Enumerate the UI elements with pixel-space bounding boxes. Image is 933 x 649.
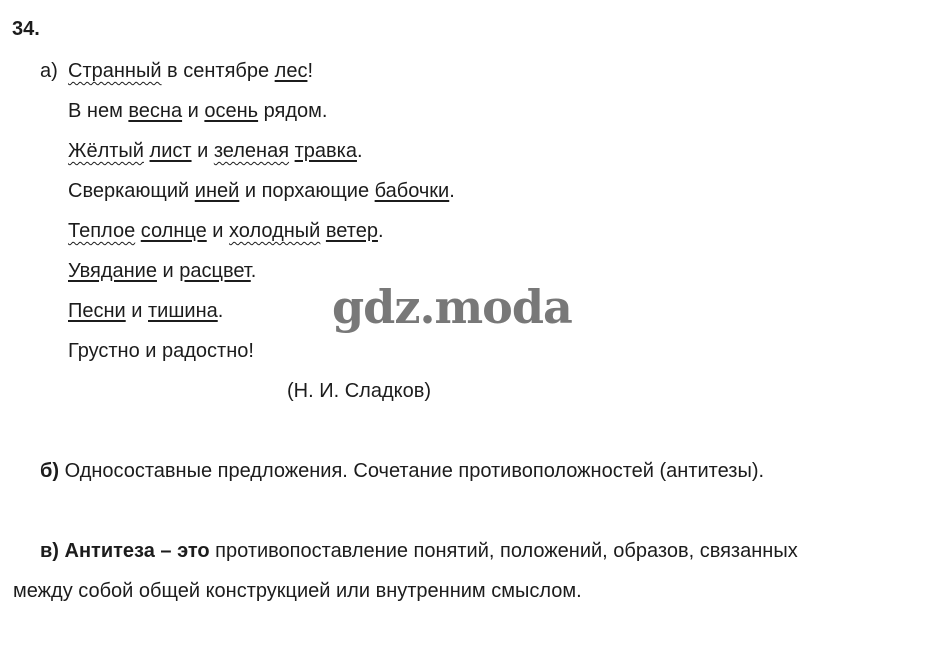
wavy-underlined-word: холодный: [229, 220, 321, 242]
underlined-word: ветер: [325, 220, 378, 242]
wavy-underlined-word: Жёлтый: [68, 140, 144, 162]
poem-line: [68, 178, 455, 204]
underlined-word: осень: [204, 100, 259, 122]
underlined-word: бабочки: [374, 180, 450, 202]
underlined-word: весна: [128, 100, 183, 122]
part-b-label: б): [40, 460, 60, 482]
part-b: [40, 458, 764, 484]
underlined-word: лес: [274, 60, 308, 82]
underlined-word: расцвет: [179, 260, 251, 282]
poem-line: [68, 98, 327, 124]
watermark: gdz.moda: [332, 280, 572, 334]
part-c-term: Антитеза – это: [58, 540, 210, 562]
wavy-underlined-word: зеленая: [213, 140, 290, 162]
poem-line: [68, 338, 254, 364]
poem-author: (Н. И. Сладков): [287, 380, 431, 402]
part-b-text: Односоставные предложения. Сочетание противоположностей (антитезы).: [59, 460, 765, 482]
poem-line: [68, 218, 384, 244]
text-segment: и: [125, 300, 149, 322]
underlined-word: лист: [149, 140, 192, 162]
wavy-underlined-word: Теплое: [68, 220, 136, 242]
underlined-word: Песни: [68, 300, 126, 322]
text-segment: В нем: [68, 100, 129, 122]
underlined-word: солнце: [140, 220, 207, 242]
underlined-word: травка: [294, 140, 357, 162]
text-segment: Грустно и радостно!: [68, 340, 254, 362]
part-c-label: в): [40, 540, 59, 562]
text-segment: Сверкающий: [68, 180, 195, 202]
text-segment: рядом.: [258, 100, 328, 122]
underlined-word: тишина: [148, 300, 218, 322]
text-segment: и: [191, 140, 214, 162]
text-segment: .: [449, 180, 455, 202]
poem-line: [68, 138, 363, 164]
underlined-word: иней: [194, 180, 240, 202]
text-segment: .: [250, 260, 257, 282]
text-segment: !: [307, 60, 314, 82]
text-segment: и порхающие: [239, 180, 375, 202]
text-segment: .: [217, 300, 224, 322]
text-segment: и: [182, 100, 205, 122]
text-segment: .: [377, 220, 384, 242]
wavy-underlined-word: Странный: [68, 60, 162, 82]
text-segment: и: [206, 220, 230, 242]
poem-line: [68, 258, 256, 284]
text-segment: и: [156, 260, 180, 282]
poem-line: [68, 58, 313, 84]
exercise-number: 34.: [12, 18, 40, 40]
part-c-line-2: между собой общей конструкцией или внутренним смыслом.: [13, 580, 582, 602]
part-c-line-1: [40, 538, 798, 564]
poem-line: [68, 298, 223, 324]
part-c-text-1: противопоставление понятий, положений, образов, связанных: [209, 540, 798, 562]
text-segment: .: [356, 140, 363, 162]
underlined-word: Увядание: [68, 260, 157, 282]
text-segment: в сентябре: [161, 60, 275, 82]
part-a-label: а): [40, 60, 58, 82]
